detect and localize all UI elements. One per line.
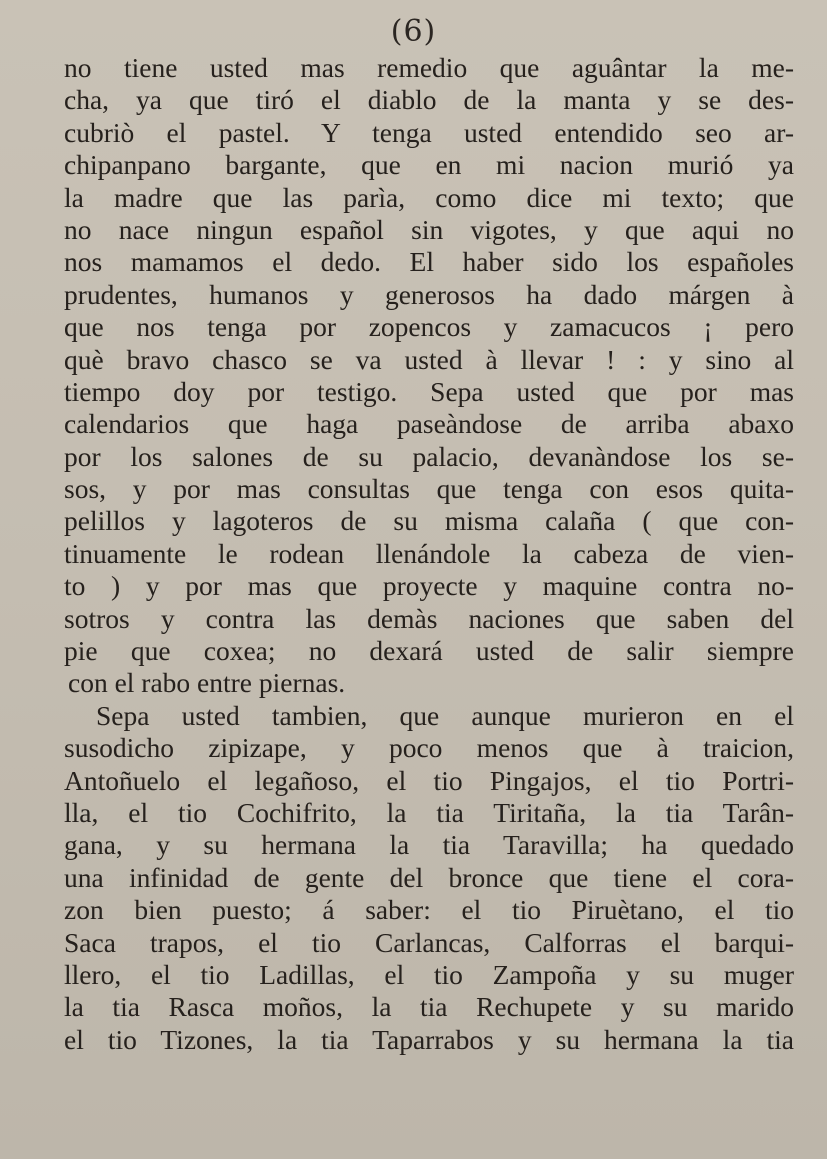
text-line: to ) y por mas que proyecte y maquine contra no- <box>64 570 794 602</box>
text-line: sotros y contra las demàs naciones que saben del <box>64 602 794 634</box>
text-line: chipanpano bargante, que en mi nacion murió ya <box>64 149 794 181</box>
page-number: (6) <box>390 14 437 49</box>
text-line: no nace ningun español sin vigotes, y que aqui no <box>64 213 794 245</box>
text-line: Saca trapos, el tio Carlancas, Calforras el barqui- <box>64 926 794 958</box>
paragraph-1 <box>64 52 794 700</box>
text-line: no tiene usted mas remedio que aguântar la me- <box>64 52 794 83</box>
text-line: gana, y su hermana la tia Taravilla; ha quedado <box>64 829 794 861</box>
text-line: pelillos y lagoteros de su misma calaña ( que con- <box>64 505 794 537</box>
text-line: sos, y por mas consultas que tenga con esos quita- <box>64 473 794 505</box>
text-line: cha, ya que tiró el diablo de la manta y se des- <box>64 84 794 116</box>
text-line: una infinidad de gente del bronce que tiene el cora- <box>64 861 794 893</box>
text-line: Sepa usted tambien, que aunque murieron en el <box>96 699 794 731</box>
text-line: què bravo chasco se va usted à llevar ! : y sino al <box>64 343 794 375</box>
text-line: pie que coxea; no dexará usted de salir siempre <box>64 635 794 667</box>
text-line: Antoñuelo el legañoso, el tio Pingajos, el tio Portri- <box>64 764 794 796</box>
text-line: nos mamamos el dedo. El haber sido los españoles <box>64 246 794 278</box>
text-line: prudentes, humanos y generosos ha dado márgen à <box>64 278 794 310</box>
body-text <box>64 52 794 1056</box>
text-line: lla, el tio Cochifrito, la tia Tiritaña, la tia Tarân- <box>64 796 794 828</box>
text-line: calendarios que haga paseàndose de arriba abaxo <box>64 408 794 440</box>
text-line: la tia Rasca moños, la tia Rechupete y su marido <box>64 991 794 1023</box>
text-line: la madre que las parìa, como dice mi texto; que <box>64 181 794 213</box>
text-line: zon bien puesto; á saber: el tio Piruètano, el tio <box>64 894 794 926</box>
text-line: cubriò el pastel. Y tenga usted entendido seo ar- <box>64 116 794 148</box>
text-line: llero, el tio Ladillas, el tio Zampoña y su muger <box>64 958 794 990</box>
text-line: el tio Tizones, la tia Taparrabos y su hermana la tia <box>64 1023 794 1055</box>
text-line: tinuamente le rodean llenándole la cabeza de vien- <box>64 537 794 569</box>
text-line: susodicho zipizape, y poco menos que à traicion, <box>64 732 794 764</box>
text-line: tiempo doy por testigo. Sepa usted que por mas <box>64 375 794 407</box>
text-line: con el rabo entre piernas. <box>68 667 346 699</box>
text-line: por los salones de su palacio, devanàndose los se- <box>64 440 794 472</box>
paragraph-2 <box>64 700 794 1056</box>
text-line: que nos tenga por zopencos y zamacucos ¡ pero <box>64 311 794 343</box>
